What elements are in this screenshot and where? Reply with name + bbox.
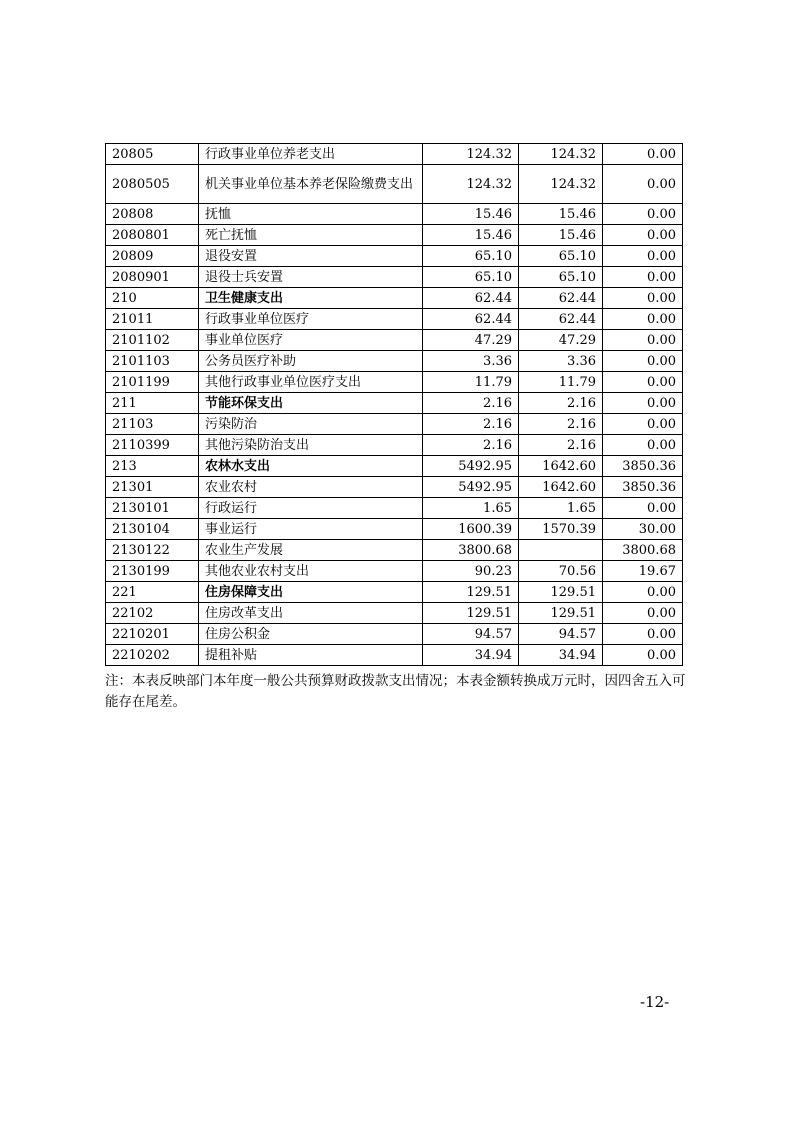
name-cell: 公务员医疗补助 — [199, 351, 423, 372]
table-row — [106, 519, 683, 540]
total-cell: 1.65 — [423, 498, 519, 519]
table-row — [106, 330, 683, 351]
table-row — [106, 540, 683, 561]
table-row — [106, 477, 683, 498]
basic-cell: 2.16 — [519, 393, 603, 414]
total-cell: 15.46 — [423, 204, 519, 225]
code-cell: 2101103 — [106, 351, 199, 372]
name-cell: 住房保障支出 — [199, 582, 423, 603]
project-cell: 0.00 — [603, 603, 683, 624]
project-cell: 0.00 — [603, 309, 683, 330]
expenditure-table — [105, 143, 683, 666]
project-cell: 0.00 — [603, 498, 683, 519]
name-cell: 农业生产发展 — [199, 540, 423, 561]
total-cell: 34.94 — [423, 645, 519, 666]
basic-cell: 1642.60 — [519, 456, 603, 477]
name-cell: 农林水支出 — [199, 456, 423, 477]
total-cell: 11.79 — [423, 372, 519, 393]
project-cell: 3850.36 — [603, 477, 683, 498]
project-cell: 0.00 — [603, 414, 683, 435]
basic-cell: 15.46 — [519, 225, 603, 246]
basic-cell: 2.16 — [519, 435, 603, 456]
project-cell: 3850.36 — [603, 456, 683, 477]
name-cell: 卫生健康支出 — [199, 288, 423, 309]
table-row — [106, 267, 683, 288]
table-row — [106, 204, 683, 225]
basic-cell: 124.32 — [519, 165, 603, 204]
table-row — [106, 246, 683, 267]
table-row — [106, 645, 683, 666]
table-row — [106, 372, 683, 393]
code-cell: 2130199 — [106, 561, 199, 582]
project-cell: 0.00 — [603, 351, 683, 372]
name-cell: 住房改革支出 — [199, 603, 423, 624]
total-cell: 2.16 — [423, 414, 519, 435]
project-cell: 30.00 — [603, 519, 683, 540]
project-cell: 0.00 — [603, 330, 683, 351]
code-cell: 22102 — [106, 603, 199, 624]
basic-cell — [519, 540, 603, 561]
total-cell: 94.57 — [423, 624, 519, 645]
table-row — [106, 144, 683, 165]
code-cell: 21011 — [106, 309, 199, 330]
total-cell: 2.16 — [423, 435, 519, 456]
table-row — [106, 225, 683, 246]
total-cell: 65.10 — [423, 246, 519, 267]
project-cell: 0.00 — [603, 645, 683, 666]
total-cell: 129.51 — [423, 582, 519, 603]
total-cell: 90.23 — [423, 561, 519, 582]
code-cell: 20808 — [106, 204, 199, 225]
name-cell: 机关事业单位基本养老保险缴费支出 — [199, 165, 423, 204]
basic-cell: 94.57 — [519, 624, 603, 645]
total-cell: 129.51 — [423, 603, 519, 624]
code-cell: 2101102 — [106, 330, 199, 351]
project-cell: 0.00 — [603, 582, 683, 603]
basic-cell: 62.44 — [519, 288, 603, 309]
name-cell: 行政事业单位养老支出 — [199, 144, 423, 165]
table-row — [106, 393, 683, 414]
name-cell: 事业运行 — [199, 519, 423, 540]
basic-cell: 11.79 — [519, 372, 603, 393]
project-cell: 0.00 — [603, 246, 683, 267]
name-cell: 其他行政事业单位医疗支出 — [199, 372, 423, 393]
table-row — [106, 582, 683, 603]
table-body — [106, 144, 683, 666]
basic-cell: 1.65 — [519, 498, 603, 519]
code-cell: 2130104 — [106, 519, 199, 540]
project-cell: 0.00 — [603, 288, 683, 309]
project-cell: 0.00 — [603, 165, 683, 204]
total-cell: 124.32 — [423, 165, 519, 204]
table-note: 注：本表反映部门本年度一般公共预算财政拨款支出情况；本表金额转换成万元时，因四舍五入可能存在尾差。 — [105, 673, 686, 710]
name-cell: 行政事业单位医疗 — [199, 309, 423, 330]
code-cell: 21301 — [106, 477, 199, 498]
code-cell: 213 — [106, 456, 199, 477]
basic-cell: 65.10 — [519, 246, 603, 267]
project-cell: 0.00 — [603, 435, 683, 456]
table-row — [106, 456, 683, 477]
basic-cell: 70.56 — [519, 561, 603, 582]
total-cell: 5492.95 — [423, 477, 519, 498]
basic-cell: 129.51 — [519, 582, 603, 603]
code-cell: 20805 — [106, 144, 199, 165]
code-cell: 211 — [106, 393, 199, 414]
code-cell: 2210202 — [106, 645, 199, 666]
table-row — [106, 624, 683, 645]
code-cell: 2101199 — [106, 372, 199, 393]
basic-cell: 1642.60 — [519, 477, 603, 498]
total-cell: 5492.95 — [423, 456, 519, 477]
table-row — [106, 309, 683, 330]
code-cell: 2130101 — [106, 498, 199, 519]
name-cell: 退役安置 — [199, 246, 423, 267]
table-row — [106, 414, 683, 435]
code-cell: 221 — [106, 582, 199, 603]
basic-cell: 65.10 — [519, 267, 603, 288]
total-cell: 124.32 — [423, 144, 519, 165]
project-cell: 19.67 — [603, 561, 683, 582]
code-cell: 2080801 — [106, 225, 199, 246]
project-cell: 0.00 — [603, 144, 683, 165]
total-cell: 15.46 — [423, 225, 519, 246]
table-row — [106, 288, 683, 309]
code-cell: 20809 — [106, 246, 199, 267]
table-row — [106, 165, 683, 204]
code-cell: 2110399 — [106, 435, 199, 456]
project-cell: 3800.68 — [603, 540, 683, 561]
project-cell: 0.00 — [603, 225, 683, 246]
project-cell: 0.00 — [603, 267, 683, 288]
total-cell: 3800.68 — [423, 540, 519, 561]
name-cell: 行政运行 — [199, 498, 423, 519]
project-cell: 0.00 — [603, 372, 683, 393]
name-cell: 退役士兵安置 — [199, 267, 423, 288]
total-cell: 65.10 — [423, 267, 519, 288]
table-row — [106, 498, 683, 519]
basic-cell: 1570.39 — [519, 519, 603, 540]
name-cell: 其他农业农村支出 — [199, 561, 423, 582]
basic-cell: 47.29 — [519, 330, 603, 351]
name-cell: 死亡抚恤 — [199, 225, 423, 246]
code-cell: 2080901 — [106, 267, 199, 288]
table-row — [106, 351, 683, 372]
basic-cell: 124.32 — [519, 144, 603, 165]
project-cell: 0.00 — [603, 204, 683, 225]
table-row — [106, 561, 683, 582]
total-cell: 62.44 — [423, 309, 519, 330]
basic-cell: 15.46 — [519, 204, 603, 225]
basic-cell: 129.51 — [519, 603, 603, 624]
code-cell: 210 — [106, 288, 199, 309]
basic-cell: 3.36 — [519, 351, 603, 372]
name-cell: 抚恤 — [199, 204, 423, 225]
name-cell: 住房公积金 — [199, 624, 423, 645]
basic-cell: 62.44 — [519, 309, 603, 330]
total-cell: 1600.39 — [423, 519, 519, 540]
name-cell: 污染防治 — [199, 414, 423, 435]
page-number: -12- — [640, 993, 670, 1011]
code-cell: 2210201 — [106, 624, 199, 645]
name-cell: 其他污染防治支出 — [199, 435, 423, 456]
table-row — [106, 603, 683, 624]
total-cell: 62.44 — [423, 288, 519, 309]
total-cell: 47.29 — [423, 330, 519, 351]
name-cell: 事业单位医疗 — [199, 330, 423, 351]
code-cell: 21103 — [106, 414, 199, 435]
basic-cell: 34.94 — [519, 645, 603, 666]
table-row — [106, 435, 683, 456]
basic-cell: 2.16 — [519, 414, 603, 435]
name-cell: 农业农村 — [199, 477, 423, 498]
name-cell: 提租补贴 — [199, 645, 423, 666]
name-cell: 节能环保支出 — [199, 393, 423, 414]
code-cell: 2130122 — [106, 540, 199, 561]
total-cell: 2.16 — [423, 393, 519, 414]
code-cell: 2080505 — [106, 165, 199, 204]
total-cell: 3.36 — [423, 351, 519, 372]
project-cell: 0.00 — [603, 393, 683, 414]
project-cell: 0.00 — [603, 624, 683, 645]
